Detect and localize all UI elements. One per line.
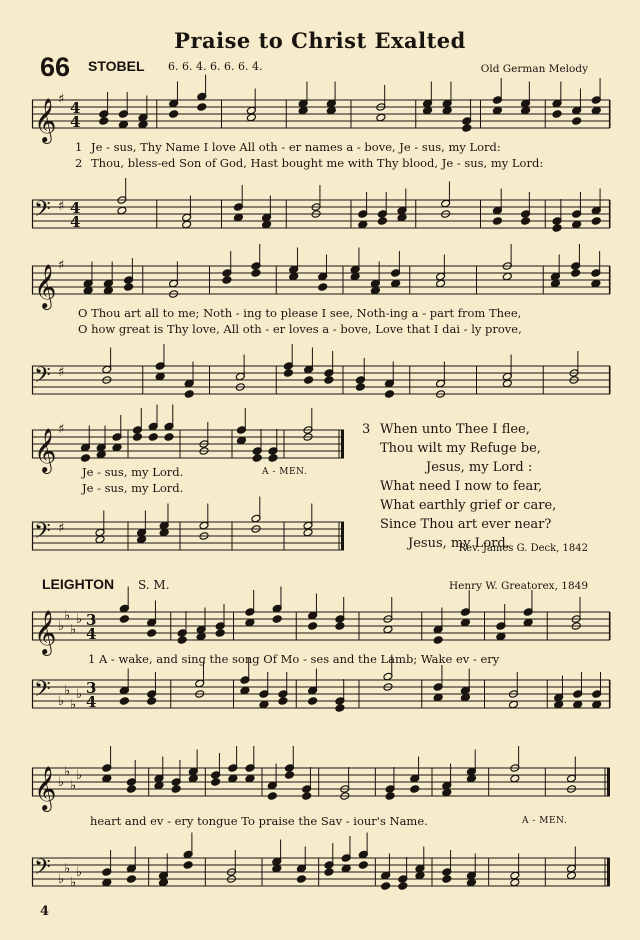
note-head [460,618,470,627]
note-head [554,700,564,709]
stobel-system-1-bass [32,184,610,244]
note-head [118,120,128,129]
note-head [308,622,318,631]
staff-lines [32,768,610,796]
note-head [80,454,90,463]
note-head [550,279,560,288]
note-head [132,433,142,442]
note-head [147,629,157,638]
time-signature-bottom: 4 [70,113,81,131]
note-head [318,283,328,292]
lyric-text: Thou, bless-ed Son of God, Hast bought me with Thy blood, Je - sus, my Lord: [91,156,544,170]
page-number: 4 [40,904,50,919]
page-title: Praise to Christ Exalted [174,28,466,53]
note-head [197,103,207,112]
note-head [383,625,393,634]
note-head [211,778,221,787]
note-head [158,878,168,887]
sharp-icon: ♯ [58,365,65,380]
note-head [381,882,391,891]
note-head [496,632,506,641]
time-signature-bottom: 4 [70,213,81,231]
meter-stobel: 6. 6. 4. 6. 6. 6. 4. [168,60,263,73]
note-head [335,704,345,713]
note-head [510,774,520,783]
bass-clef-icon: 𝄢 [34,677,51,707]
note-head [155,372,165,381]
note-head [466,774,476,783]
note-head [442,788,452,797]
note-head [184,390,194,399]
stanza-line: When unto Thee I flee, [380,422,530,437]
note-head [268,454,278,463]
lyric-line-2-verse-1: O Thou art all to me; Noth - ing to please I see, Noth-ing a - part from Thee, [78,306,522,320]
note-head [126,875,136,884]
note-head [303,528,313,537]
stobel-system-3-bass [32,506,344,566]
note-head [236,436,246,445]
note-head [521,106,531,115]
note-head [245,618,255,627]
leighton-system-2-bass [32,842,610,902]
note-head [245,774,255,783]
note-head [302,792,312,801]
sharp-icon: ♯ [58,92,65,107]
note-head [324,376,334,385]
treble-clef-icon: 𝄞 [34,610,57,654]
composer-leighton: Henry W. Greatorex, 1849 [448,580,588,592]
flat-icon: ♭ [58,775,65,790]
final-barline-thick [607,858,610,886]
amen-label-leighton: A - MEN. [522,816,568,826]
note-head [350,272,360,281]
stobel-system-2-bass [32,350,610,410]
note-head [466,878,476,887]
stanza-number: 3 [362,422,371,437]
bass-clef-icon: 𝄢 [34,197,51,227]
flat-icon: ♭ [64,764,71,780]
note-head [159,528,169,537]
note-head [460,693,470,702]
note-head [355,383,365,392]
note-head [358,861,368,870]
note-head [251,269,261,278]
note-head [591,217,601,226]
tune-name-stobel: STOBEL [88,58,145,74]
note-head [283,369,293,378]
time-signature-bottom: 4 [86,625,97,643]
note-head [591,279,601,288]
note-head [410,785,420,794]
staff-lines [32,366,610,394]
stanza-line: Jesus, my Lord. [408,536,510,551]
note-head [103,286,113,295]
composer-stobel: Old German Melody [480,63,588,75]
hymn-number: 66 [40,52,71,82]
note-head [572,117,582,126]
note-head [222,276,232,285]
note-head [147,697,157,706]
note-head [240,686,250,695]
stobel-system-3-treble [32,414,344,474]
note-head [492,217,502,226]
note-head [124,283,134,292]
final-barline-thick [607,768,610,796]
flat-icon: ♭ [76,865,83,880]
note-head [138,120,148,129]
staff-lines [32,430,344,458]
note-head [289,272,299,281]
note-head [510,878,520,887]
lyric-line-1-verse-2 [75,156,615,172]
note-head [423,106,433,115]
note-head [502,272,512,281]
lyric-leighton-1: 1 A - wake, and sing the song Of Mo - ses and the Lamb; Wake ev - ery [88,652,500,666]
stanza-line: Thou wilt my Refuge be, [380,441,541,456]
staff-lines [32,612,610,640]
bass-clef-icon: 𝄢 [34,855,51,885]
staff-lines [32,680,610,708]
leighton-system-1-treble [32,596,610,656]
note-head [285,771,295,780]
note-head [182,220,192,229]
note-head [324,868,334,877]
sharp-icon: ♯ [58,258,65,273]
flat-icon: ♭ [70,875,77,891]
leighton-system-1-bass [32,664,610,724]
note-head [164,433,174,442]
flat-icon: ♭ [64,683,71,699]
lyric-line-1-verse-1 [75,140,615,156]
stobel-system-2-treble [32,250,610,310]
note-head [112,443,122,452]
final-barline-thick [341,430,344,458]
flat-icon: ♭ [58,694,65,709]
note-head [148,433,158,442]
time-signature-top: 3 [86,679,97,697]
time-signature-bottom: 4 [86,693,97,711]
staff-lines [32,858,610,886]
note-head [572,220,582,229]
flat-icon: ♭ [70,778,77,794]
note-head [335,622,345,631]
flat-icon: ♭ [70,697,77,713]
note-head [326,106,336,115]
author-credit: Rev. James G. Deck, 1842 [458,543,588,554]
note-head [102,878,112,887]
note-head [99,117,109,126]
note-head [83,286,93,295]
note-head [262,220,272,229]
note-head [377,217,387,226]
note-head [267,792,277,801]
note-head [433,693,443,702]
note-head [272,615,282,624]
note-head [171,785,181,794]
staff-lines [32,522,344,550]
leighton-system-2-treble [32,752,610,812]
note-head [398,882,408,891]
lyric-leighton-2: heart and ev - ery tongue To praise the Sav - iour's Name. [90,814,428,828]
stobel-system-1-treble [32,84,610,144]
note-head [188,774,198,783]
note-head [358,220,368,229]
note-head [521,217,531,226]
note-head [272,864,282,873]
tune-name-leighton: LEIGHTON [42,576,115,592]
note-head [552,110,562,119]
flat-icon: ♭ [64,861,71,877]
note-head [592,700,602,709]
note-head [126,785,136,794]
note-head [341,864,351,873]
note-head [252,454,262,463]
note-head [567,871,577,880]
bass-clef-icon: 𝄢 [34,519,51,549]
note-head [96,450,106,459]
note-head [433,636,443,645]
note-head [573,700,583,709]
note-head [442,106,452,115]
lyric-line-3-verse-1: Je - sus, my Lord. [82,465,184,479]
stanza-line: Since Thou art ever near? [380,517,552,532]
note-head [442,875,452,884]
amen-label: A - MEN. [262,467,308,477]
note-head [177,636,187,645]
meter-leighton: S. M. [138,578,170,592]
note-head [246,113,256,122]
note-head [384,390,394,399]
note-head [304,376,314,385]
lyric-text: Je - sus, Thy Name I love All oth - er names a - bove, Je - sus, my Lord: [91,140,501,154]
note-head [154,781,164,790]
bass-clef-icon: 𝄢 [34,363,51,393]
flat-icon: ♭ [76,612,83,627]
sharp-icon: ♯ [58,521,65,536]
flat-icon: ♭ [76,768,83,783]
treble-clef-icon: 𝄞 [34,264,57,308]
note-head [298,106,308,115]
treble-clef-icon: 𝄞 [34,98,57,142]
note-head [137,535,147,544]
note-head [308,697,318,706]
treble-clef-icon: 𝄞 [34,428,57,472]
note-head [391,279,401,288]
note-head [591,106,601,115]
note-head [259,700,269,709]
note-head [385,792,395,801]
verse-number: 2 [75,156,83,170]
flat-icon: ♭ [64,608,71,624]
note-head [571,269,581,278]
note-head [119,615,129,624]
note-head [169,110,179,119]
note-head [183,861,193,870]
time-signature-top: 4 [70,199,81,217]
flat-icon: ♭ [58,872,65,887]
sharp-icon: ♯ [58,422,65,437]
note-head [196,632,206,641]
note-head [117,206,127,215]
note-head [228,774,238,783]
note-head [119,697,129,706]
note-head [462,124,472,133]
flat-icon: ♭ [70,622,77,638]
note-head [552,224,562,233]
note-head [296,875,306,884]
note-head [102,774,112,783]
note-head [523,618,533,627]
note-head [415,871,425,880]
note-head [278,697,288,706]
note-head [508,700,518,709]
treble-clef-icon: 𝄞 [34,766,57,810]
final-barline-thick [341,522,344,550]
note-head [436,279,446,288]
note-head [215,629,225,638]
stanza-line: What earthly grief or care, [380,498,557,513]
flat-icon: ♭ [76,687,83,702]
note-head [397,213,407,222]
note-head [502,379,512,388]
note-head [492,106,502,115]
stanza-line: What need I now to fear, [380,479,543,494]
time-signature-top: 3 [86,611,97,629]
verse-number: 1 [75,140,83,154]
lyric-line-3-verse-2: Je - sus, my Lord. [82,481,184,495]
flat-icon: ♭ [58,619,65,634]
stanza-line: Jesus, my Lord : [426,460,533,475]
time-signature-top: 4 [70,99,81,117]
note-head [95,535,105,544]
note-head [370,286,380,295]
sharp-icon: ♯ [58,199,65,214]
note-head [233,213,243,222]
lyric-line-2-verse-2: O how great is Thy love, All oth - er loves a - bove, Love that I dai - ly prove, [78,322,522,336]
note-head [376,113,386,122]
